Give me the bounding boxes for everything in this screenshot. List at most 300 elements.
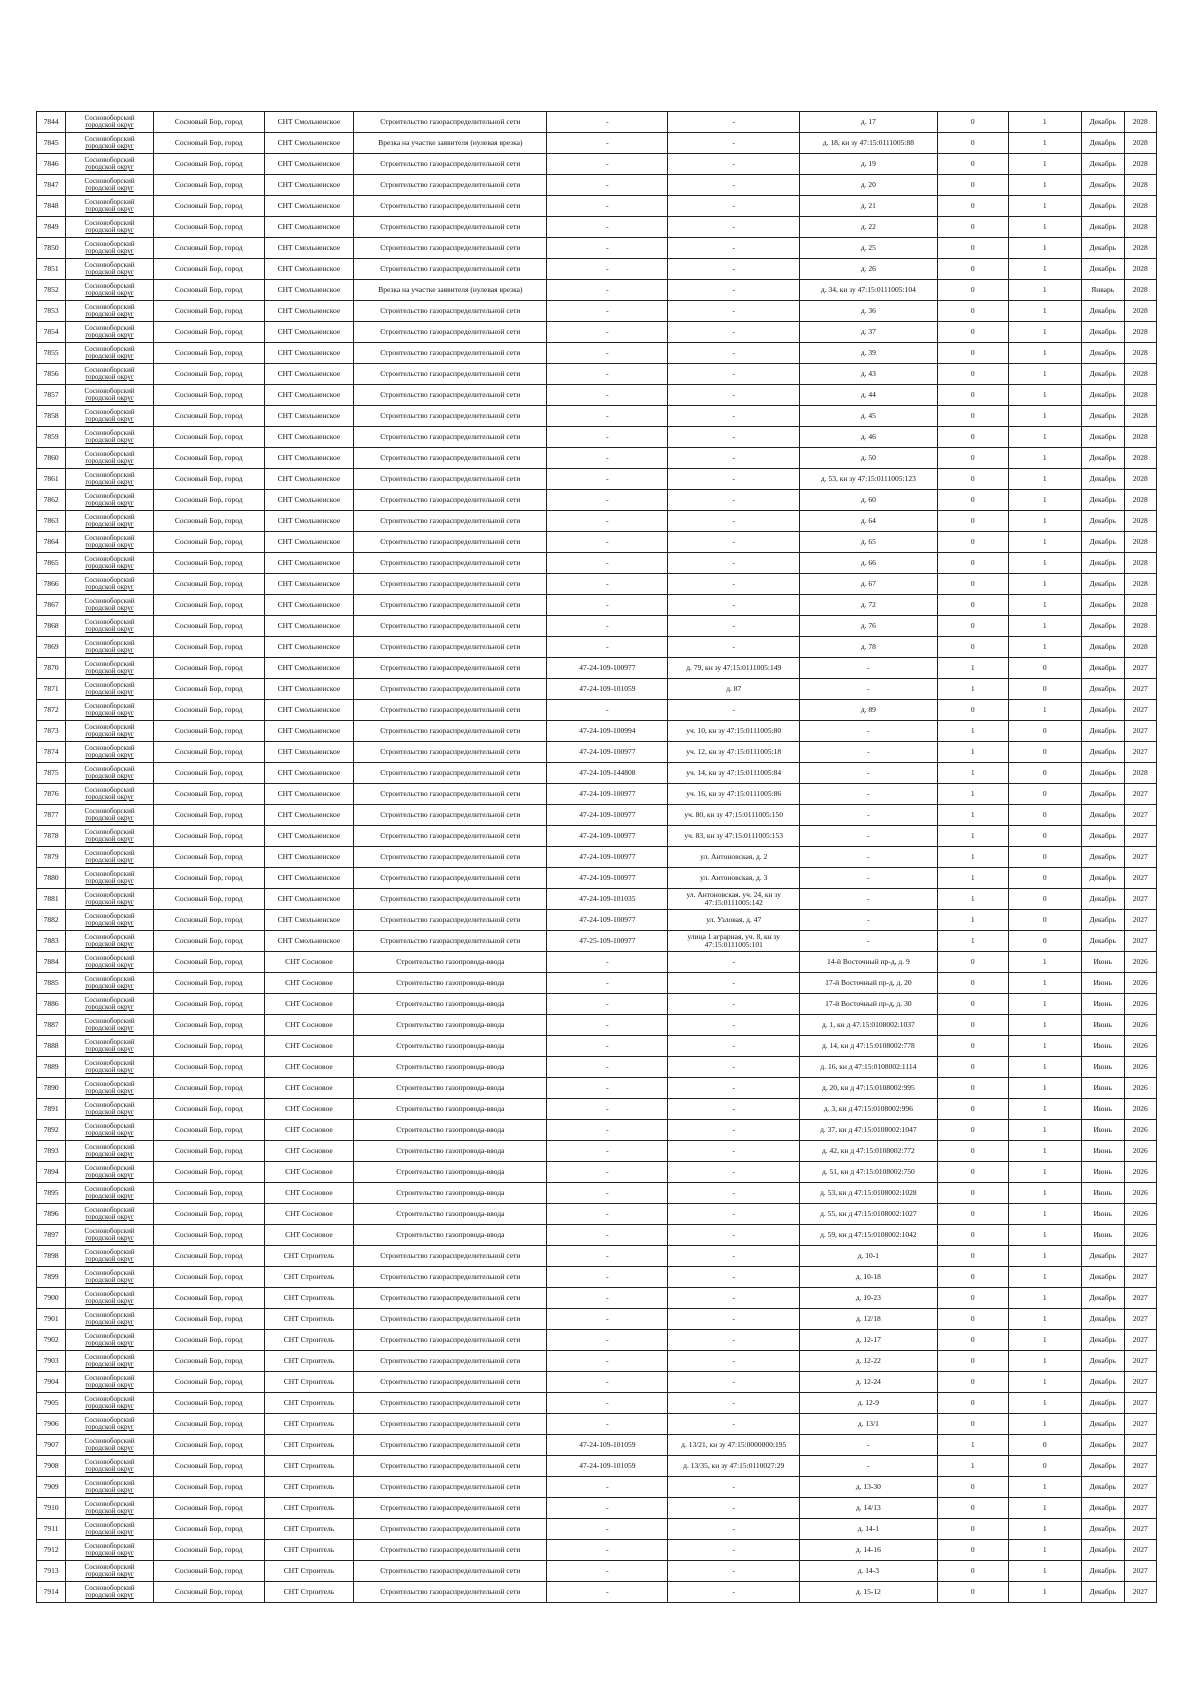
row-number-cell: 7894 — [37, 1162, 66, 1183]
locality-cell: Сосновый Бор, город — [153, 1561, 264, 1582]
district-cell — [66, 658, 154, 679]
year-cell: 2028 — [1124, 175, 1156, 196]
district-line-2: городской округ — [85, 982, 134, 990]
district-line-2: городской округ — [85, 415, 134, 423]
locality-cell: Сосновый Бор, город — [153, 154, 264, 175]
month-cell: Декабрь — [1081, 616, 1124, 637]
contract-number-cell: - — [547, 1540, 668, 1561]
object-address-cell: - — [668, 301, 800, 322]
applicant-address-cell: д. 53, кн зу 47:15:0111005:123 — [799, 469, 937, 490]
contract-number-cell: - — [547, 1183, 668, 1204]
contract-number-cell: - — [547, 1309, 668, 1330]
row-number-cell: 7883 — [37, 931, 66, 952]
district-cell — [66, 1015, 154, 1036]
table-row — [37, 1204, 1157, 1225]
applicant-address-cell: д. 14-3 — [799, 1561, 937, 1582]
object-address-cell: - — [668, 1057, 800, 1078]
count-planned-cell: 1 — [1008, 532, 1081, 553]
month-cell: Декабрь — [1081, 511, 1124, 532]
applicant-address-cell: д. 13-30 — [799, 1477, 937, 1498]
count-contracted-cell: 1 — [937, 679, 1008, 700]
district-line-2: городской округ — [85, 751, 134, 759]
object-address-cell: - — [668, 1582, 800, 1603]
district-line-2: городской округ — [85, 163, 134, 171]
applicant-address-cell: д. 10-1 — [799, 1246, 937, 1267]
district-line-1: Сосновоборский — [84, 1373, 135, 1382]
row-number-cell: 7911 — [37, 1519, 66, 1540]
month-cell: Декабрь — [1081, 1372, 1124, 1393]
applicant-address-cell: - — [799, 742, 937, 763]
district-cell — [66, 175, 154, 196]
work-type-cell: Строительство газораспределительной сети — [354, 1498, 547, 1519]
count-contracted-cell: 0 — [937, 448, 1008, 469]
count-contracted-cell: 0 — [937, 343, 1008, 364]
row-number-cell: 7909 — [37, 1477, 66, 1498]
snt-name-cell: СНТ Сосновое — [264, 1225, 354, 1246]
district-cell — [66, 1414, 154, 1435]
count-planned-cell: 1 — [1008, 1582, 1081, 1603]
count-planned-cell: 0 — [1008, 1456, 1081, 1477]
work-type-cell: Строительство газораспределительной сети — [354, 910, 547, 931]
count-contracted-cell: 0 — [937, 259, 1008, 280]
district-line-1: Сосновоборский — [84, 827, 135, 836]
year-cell: 2027 — [1124, 784, 1156, 805]
month-cell: Декабрь — [1081, 322, 1124, 343]
contract-number-cell: 47-24-109-100977 — [547, 805, 668, 826]
district-cell — [66, 385, 154, 406]
table-row — [37, 1561, 1157, 1582]
applicant-address-cell: д. 34, кн зу 47:15:0111005:104 — [799, 280, 937, 301]
count-contracted-cell: 0 — [937, 1141, 1008, 1162]
applicant-address-cell: д. 20 — [799, 175, 937, 196]
snt-name-cell: СНТ Смольненское — [264, 658, 354, 679]
snt-name-cell: СНТ Смольненское — [264, 259, 354, 280]
work-type-cell: Строительство газораспределительной сети — [354, 868, 547, 889]
object-address-cell: - — [668, 1225, 800, 1246]
locality-cell: Сосновый Бор, город — [153, 1204, 264, 1225]
district-line-1: Сосновоборский — [84, 1268, 135, 1277]
contract-number-cell: - — [547, 469, 668, 490]
work-type-cell: Строительство газопровода-ввода — [354, 1099, 547, 1120]
count-contracted-cell: 1 — [937, 889, 1008, 910]
work-type-cell: Строительство газораспределительной сети — [354, 1519, 547, 1540]
table-row — [37, 1246, 1157, 1267]
table-row — [37, 784, 1157, 805]
district-cell — [66, 1351, 154, 1372]
work-type-cell: Строительство газораспределительной сети — [354, 742, 547, 763]
district-line-1: Сосновоборский — [84, 1016, 135, 1025]
work-type-cell: Строительство газопровода-ввода — [354, 1162, 547, 1183]
object-address-cell: - — [668, 385, 800, 406]
work-type-cell: Строительство газопровода-ввода — [354, 1036, 547, 1057]
district-line-1: Сосновоборский — [84, 365, 135, 374]
count-planned-cell: 1 — [1008, 700, 1081, 721]
count-contracted-cell: 0 — [937, 973, 1008, 994]
district-line-1: Сосновоборский — [84, 953, 135, 962]
count-contracted-cell: 0 — [937, 1099, 1008, 1120]
count-planned-cell: 1 — [1008, 448, 1081, 469]
month-cell: Декабрь — [1081, 154, 1124, 175]
applicant-address-cell: - — [799, 826, 937, 847]
object-address-cell: - — [668, 553, 800, 574]
locality-cell: Сосновый Бор, город — [153, 847, 264, 868]
month-cell: Декабрь — [1081, 658, 1124, 679]
row-number-cell: 7876 — [37, 784, 66, 805]
work-type-cell: Строительство газораспределительной сети — [354, 1582, 547, 1603]
contract-number-cell: - — [547, 511, 668, 532]
object-address-cell: - — [668, 1120, 800, 1141]
year-cell: 2026 — [1124, 1225, 1156, 1246]
applicant-address-cell: д. 13/1 — [799, 1414, 937, 1435]
month-cell: Декабрь — [1081, 1246, 1124, 1267]
locality-cell: Сосновый Бор, город — [153, 238, 264, 259]
locality-cell: Сосновый Бор, город — [153, 1435, 264, 1456]
count-planned-cell: 0 — [1008, 847, 1081, 868]
count-contracted-cell: 0 — [937, 1267, 1008, 1288]
district-line-1: Сосновоборский — [84, 743, 135, 752]
count-planned-cell: 1 — [1008, 1393, 1081, 1414]
work-type-cell: Строительство газораспределительной сети — [354, 784, 547, 805]
month-cell: Декабрь — [1081, 763, 1124, 784]
year-cell: 2027 — [1124, 826, 1156, 847]
row-number-cell: 7897 — [37, 1225, 66, 1246]
object-address-cell: - — [668, 1393, 800, 1414]
count-contracted-cell: 1 — [937, 931, 1008, 952]
snt-name-cell: СНТ Строитель — [264, 1288, 354, 1309]
month-cell: Декабрь — [1081, 910, 1124, 931]
row-number-cell: 7846 — [37, 154, 66, 175]
snt-name-cell: СНТ Строитель — [264, 1351, 354, 1372]
district-line-1: Сосновоборский — [84, 722, 135, 731]
year-cell: 2026 — [1124, 1099, 1156, 1120]
contract-number-cell: 47-24-109-101035 — [547, 889, 668, 910]
count-planned-cell: 1 — [1008, 553, 1081, 574]
object-address-cell: - — [668, 364, 800, 385]
object-address-cell: - — [668, 427, 800, 448]
contract-number-cell: - — [547, 1120, 668, 1141]
table-row — [37, 1540, 1157, 1561]
count-planned-cell: 1 — [1008, 1540, 1081, 1561]
district-line-2: городской округ — [85, 877, 134, 885]
district-line-2: городской округ — [85, 226, 134, 234]
table-row — [37, 637, 1157, 658]
table-row — [37, 1078, 1157, 1099]
count-contracted-cell: 0 — [937, 1288, 1008, 1309]
count-contracted-cell: 0 — [937, 1351, 1008, 1372]
row-number-cell: 7889 — [37, 1057, 66, 1078]
row-number-cell: 7896 — [37, 1204, 66, 1225]
district-cell — [66, 1309, 154, 1330]
applicant-address-cell: д. 39 — [799, 343, 937, 364]
month-cell: Июнь — [1081, 1162, 1124, 1183]
locality-cell: Сосновый Бор, город — [153, 1393, 264, 1414]
count-planned-cell: 1 — [1008, 1183, 1081, 1204]
year-cell: 2026 — [1124, 1162, 1156, 1183]
month-cell: Июнь — [1081, 994, 1124, 1015]
locality-cell: Сосновый Бор, город — [153, 721, 264, 742]
contract-number-cell: - — [547, 1225, 668, 1246]
district-cell — [66, 1036, 154, 1057]
district-line-2: городской округ — [85, 961, 134, 969]
contract-number-cell: 47-24-109-100994 — [547, 721, 668, 742]
work-type-cell: Строительство газораспределительной сети — [354, 1435, 547, 1456]
month-cell: Январь — [1081, 280, 1124, 301]
count-planned-cell: 1 — [1008, 574, 1081, 595]
applicant-address-cell: - — [799, 1435, 937, 1456]
district-line-2: городской округ — [85, 1129, 134, 1137]
work-type-cell: Строительство газораспределительной сети — [354, 826, 547, 847]
year-cell: 2027 — [1124, 1519, 1156, 1540]
district-line-1: Сосновоборский — [84, 890, 135, 899]
table-row — [37, 658, 1157, 679]
table-row — [37, 910, 1157, 931]
district-cell — [66, 217, 154, 238]
locality-cell: Сосновый Бор, город — [153, 385, 264, 406]
count-contracted-cell: 1 — [937, 1456, 1008, 1477]
month-cell: Декабрь — [1081, 1288, 1124, 1309]
year-cell: 2026 — [1124, 1183, 1156, 1204]
object-address-cell: - — [668, 1477, 800, 1498]
district-line-1: Сосновоборский — [84, 533, 135, 542]
table-row — [37, 1393, 1157, 1414]
month-cell: Декабрь — [1081, 490, 1124, 511]
district-cell — [66, 301, 154, 322]
district-line-1: Сосновоборский — [84, 1415, 135, 1424]
district-line-2: городской округ — [85, 121, 134, 129]
contract-number-cell: - — [547, 1204, 668, 1225]
month-cell: Декабрь — [1081, 1477, 1124, 1498]
snt-name-cell: СНТ Смольненское — [264, 889, 354, 910]
month-cell: Декабрь — [1081, 574, 1124, 595]
contract-number-cell: 47-24-109-100977 — [547, 658, 668, 679]
work-type-cell: Строительство газораспределительной сети — [354, 385, 547, 406]
district-line-2: городской округ — [85, 1381, 134, 1389]
row-number-cell: 7905 — [37, 1393, 66, 1414]
count-planned-cell: 1 — [1008, 238, 1081, 259]
locality-cell: Сосновый Бор, город — [153, 1099, 264, 1120]
work-type-cell: Строительство газораспределительной сети — [354, 1288, 547, 1309]
district-cell — [66, 1204, 154, 1225]
locality-cell: Сосновый Бор, город — [153, 574, 264, 595]
table-row — [37, 1288, 1157, 1309]
locality-cell: Сосновый Бор, город — [153, 1015, 264, 1036]
district-line-2: городской округ — [85, 919, 134, 927]
work-type-cell: Строительство газораспределительной сети — [354, 700, 547, 721]
row-number-cell: 7855 — [37, 343, 66, 364]
row-number-cell: 7871 — [37, 679, 66, 700]
table-row — [37, 490, 1157, 511]
district-cell — [66, 112, 154, 133]
contract-number-cell: - — [547, 1561, 668, 1582]
district-line-1: Сосновоборский — [84, 428, 135, 437]
locality-cell: Сосновый Бор, город — [153, 868, 264, 889]
district-line-1: Сосновоборский — [84, 638, 135, 647]
applicant-address-cell: - — [799, 889, 937, 910]
district-line-1: Сосновоборский — [84, 1205, 135, 1214]
district-line-1: Сосновоборский — [84, 176, 135, 185]
applicant-address-cell: д. 43 — [799, 364, 937, 385]
count-planned-cell: 0 — [1008, 721, 1081, 742]
contract-number-cell: - — [547, 1267, 668, 1288]
snt-name-cell: СНТ Смольненское — [264, 616, 354, 637]
snt-name-cell: СНТ Сосновое — [264, 1183, 354, 1204]
count-contracted-cell: 0 — [937, 490, 1008, 511]
work-type-cell: Строительство газораспределительной сети — [354, 175, 547, 196]
contract-number-cell: 47-24-109-144808 — [547, 763, 668, 784]
district-cell — [66, 343, 154, 364]
object-address-cell: - — [668, 952, 800, 973]
object-address-cell: - — [668, 490, 800, 511]
year-cell: 2026 — [1124, 994, 1156, 1015]
table-row — [37, 1372, 1157, 1393]
count-contracted-cell: 0 — [937, 406, 1008, 427]
month-cell: Декабрь — [1081, 1330, 1124, 1351]
district-line-2: городской округ — [85, 604, 134, 612]
district-line-2: городской округ — [85, 394, 134, 402]
row-number-cell: 7886 — [37, 994, 66, 1015]
work-type-cell: Строительство газораспределительной сети — [354, 448, 547, 469]
locality-cell: Сосновый Бор, город — [153, 1057, 264, 1078]
contract-number-cell: - — [547, 1036, 668, 1057]
district-line-1: Сосновоборский — [84, 197, 135, 206]
year-cell: 2027 — [1124, 931, 1156, 952]
count-contracted-cell: 0 — [937, 322, 1008, 343]
work-type-cell: Строительство газораспределительной сети — [354, 1351, 547, 1372]
contract-number-cell: - — [547, 994, 668, 1015]
object-address-cell: - — [668, 1309, 800, 1330]
contract-number-cell: - — [547, 952, 668, 973]
count-planned-cell: 1 — [1008, 1519, 1081, 1540]
district-line-1: Сосновоборский — [84, 1163, 135, 1172]
applicant-address-cell: д. 76 — [799, 616, 937, 637]
table-row — [37, 133, 1157, 154]
district-cell — [66, 1162, 154, 1183]
year-cell: 2028 — [1124, 112, 1156, 133]
district-cell — [66, 490, 154, 511]
table-row — [37, 1099, 1157, 1120]
district-line-2: городской округ — [85, 898, 134, 906]
district-line-2: городской округ — [85, 1276, 134, 1284]
district-cell — [66, 700, 154, 721]
applicant-address-cell: д. 12-22 — [799, 1351, 937, 1372]
count-contracted-cell: 0 — [937, 1540, 1008, 1561]
object-address-cell: - — [668, 616, 800, 637]
district-line-1: Сосновоборский — [84, 239, 135, 248]
count-contracted-cell: 0 — [937, 700, 1008, 721]
work-type-cell: Строительство газораспределительной сети — [354, 112, 547, 133]
row-number-cell: 7863 — [37, 511, 66, 532]
year-cell: 2028 — [1124, 364, 1156, 385]
district-line-2: городской округ — [85, 1570, 134, 1578]
row-number-cell: 7867 — [37, 595, 66, 616]
year-cell: 2026 — [1124, 1057, 1156, 1078]
district-line-1: Сосновоборский — [84, 932, 135, 941]
locality-cell: Сосновый Бор, город — [153, 175, 264, 196]
count-planned-cell: 0 — [1008, 910, 1081, 931]
snt-name-cell: СНТ Сосновое — [264, 1015, 354, 1036]
snt-name-cell: СНТ Смольненское — [264, 385, 354, 406]
month-cell: Июнь — [1081, 1183, 1124, 1204]
work-type-cell: Строительство газораспределительной сети — [354, 490, 547, 511]
object-address-cell: - — [668, 700, 800, 721]
count-contracted-cell: 0 — [937, 616, 1008, 637]
year-cell: 2027 — [1124, 1288, 1156, 1309]
applicant-address-cell: д. 37 — [799, 322, 937, 343]
work-type-cell: Строительство газораспределительной сети — [354, 574, 547, 595]
object-address-cell: д. 87 — [668, 679, 800, 700]
work-type-cell: Строительство газораспределительной сети — [354, 595, 547, 616]
applicant-address-cell: д. 37, кн д 47:15:0108002:1047 — [799, 1120, 937, 1141]
table-row — [37, 1582, 1157, 1603]
object-address-cell: - — [668, 1561, 800, 1582]
district-line-1: Сосновоборский — [84, 218, 135, 227]
count-planned-cell: 1 — [1008, 1561, 1081, 1582]
year-cell: 2026 — [1124, 952, 1156, 973]
row-number-cell: 7912 — [37, 1540, 66, 1561]
count-contracted-cell: 0 — [937, 595, 1008, 616]
object-address-cell: уч. 16, кн зу 47:15:0111005:86 — [668, 784, 800, 805]
district-line-1: Сосновоборский — [84, 806, 135, 815]
month-cell: Декабрь — [1081, 1393, 1124, 1414]
district-line-2: городской округ — [85, 142, 134, 150]
district-line-1: Сосновоборский — [84, 1436, 135, 1445]
month-cell: Декабрь — [1081, 1351, 1124, 1372]
object-address-cell: - — [668, 1372, 800, 1393]
snt-name-cell: СНТ Смольненское — [264, 742, 354, 763]
snt-name-cell: СНТ Смольненское — [264, 826, 354, 847]
row-number-cell: 7860 — [37, 448, 66, 469]
row-number-cell: 7874 — [37, 742, 66, 763]
count-planned-cell: 1 — [1008, 1372, 1081, 1393]
year-cell: 2027 — [1124, 679, 1156, 700]
contract-number-cell: - — [547, 553, 668, 574]
work-type-cell: Строительство газопровода-ввода — [354, 1057, 547, 1078]
snt-name-cell: СНТ Смольненское — [264, 301, 354, 322]
table-row — [37, 700, 1157, 721]
table-row — [37, 1162, 1157, 1183]
count-planned-cell: 1 — [1008, 1309, 1081, 1330]
locality-cell: Сосновый Бор, город — [153, 1162, 264, 1183]
table-row — [37, 1183, 1157, 1204]
district-cell — [66, 322, 154, 343]
month-cell: Декабрь — [1081, 448, 1124, 469]
district-line-2: городской округ — [85, 310, 134, 318]
snt-name-cell: СНТ Сосновое — [264, 1120, 354, 1141]
contract-number-cell: - — [547, 1099, 668, 1120]
contract-number-cell: - — [547, 1288, 668, 1309]
year-cell: 2026 — [1124, 1015, 1156, 1036]
year-cell: 2027 — [1124, 1582, 1156, 1603]
applicant-address-cell: 17-й Восточный пр-д, д. 30 — [799, 994, 937, 1015]
district-line-2: городской округ — [85, 1003, 134, 1011]
work-type-cell: Строительство газораспределительной сети — [354, 679, 547, 700]
snt-name-cell: СНТ Смольненское — [264, 154, 354, 175]
count-contracted-cell: 1 — [937, 784, 1008, 805]
locality-cell: Сосновый Бор, город — [153, 1078, 264, 1099]
district-line-2: городской округ — [85, 499, 134, 507]
locality-cell: Сосновый Бор, город — [153, 1477, 264, 1498]
table-row — [37, 847, 1157, 868]
year-cell: 2027 — [1124, 1246, 1156, 1267]
locality-cell: Сосновый Бор, город — [153, 994, 264, 1015]
contract-number-cell: 47-24-109-100977 — [547, 826, 668, 847]
month-cell: Декабрь — [1081, 217, 1124, 238]
contract-number-cell: - — [547, 427, 668, 448]
snt-name-cell: СНТ Строитель — [264, 1540, 354, 1561]
object-address-cell: - — [668, 1540, 800, 1561]
work-type-cell: Строительство газораспределительной сети — [354, 1267, 547, 1288]
year-cell: 2026 — [1124, 1204, 1156, 1225]
